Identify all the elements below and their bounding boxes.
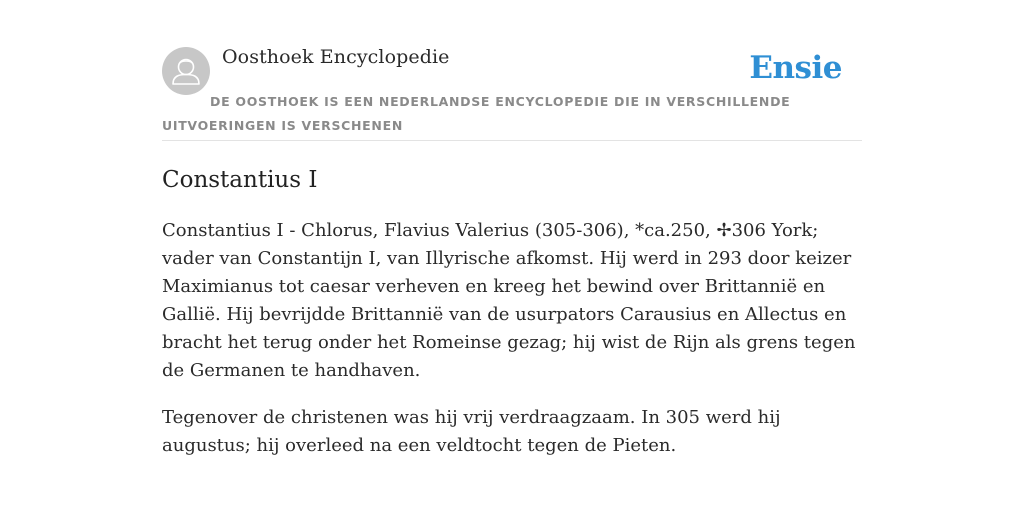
article-paragraph: Tegenover de christenen was hij vrij verdraagzaam. In 305 werd hij augustus; hij overleed na een veldtocht tegen de Pieten. [162,407,781,456]
article-title: Constantius I [162,167,318,193]
site-tagline: DE OOSTHOEK IS EEN NEDERLANDSE ENCYCLOPEDIE DIE IN VERSCHILLENDE UITVOERINGEN IS VERSCHENEN [162,94,791,133]
avatar[interactable] [162,47,210,95]
article-body [162,217,862,460]
user-icon [162,47,210,95]
brand-logo-link[interactable]: Ensie [749,50,842,86]
article-card [162,40,862,479]
page-header [162,40,862,141]
article-paragraph: Constantius I - Chlorus, Flavius Valerius (305-306), *ca.250, ✢306 York; vader van Constantijn I, van Illyrische afkomst. Hij werd in 293 door keizer Maximianus tot caesar verheven en kreeg het bewind over Brittannië en Gallië. Hij bevrijdde Brittannië van de usurpators Carausius en Allectus en bracht het terug onder het Romeinse gezag; hij wist de Rijn als grens tegen de Germanen te handhaven. [162,220,856,381]
site-name[interactable]: Oosthoek Encyclopedie [222,46,450,68]
